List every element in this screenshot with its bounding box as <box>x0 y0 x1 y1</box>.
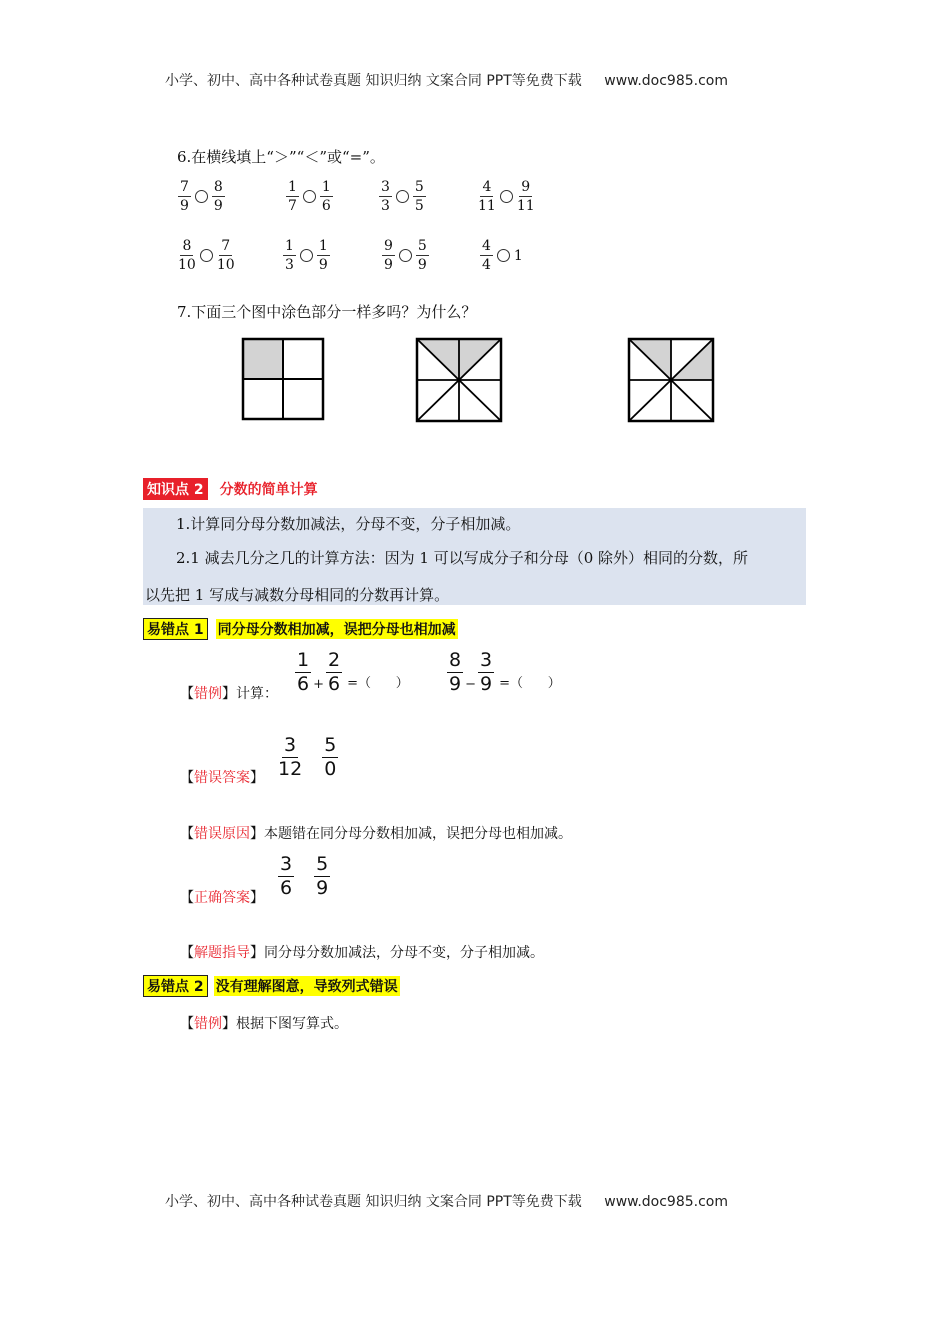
error-point-2-heading <box>143 975 400 997</box>
compare-item: $\frac{3}{3}$ $\frac{5}{5}$ <box>381 179 424 214</box>
answer-circle[interactable] <box>195 190 208 203</box>
figure-square-eighths-b <box>626 336 716 424</box>
page-footer <box>165 1191 728 1211</box>
wrong-reason: 【错误原因】本题错在同分母分数相加减，误把分母也相加减。 <box>180 826 572 842</box>
compare-item: $\frac{1}{7}$ $\frac{1}{6}$ <box>288 179 331 214</box>
answer-circle[interactable] <box>500 190 513 203</box>
error-point-title: 同分母分数相加减，误把分母也相加减 <box>216 619 458 639</box>
knowledge-point-tag: 知识点 2 <box>143 478 208 500</box>
header-text: 小学、初中、高中各种试卷真题 知识归纳 文案合同 PPT等免费下载 <box>165 73 582 89</box>
figure-square-eighths-a <box>414 336 504 424</box>
knowledge-line-1: 1.计算同分母分数加减法，分母不变，分子相加减。 <box>176 515 521 533</box>
wrong-answers: $\frac{3}{12}$ $\frac{5}{0}$ <box>278 734 337 780</box>
error-point-title: 没有理解图意，导致列式错误 <box>214 976 400 996</box>
error-point-tag: 易错点 1 <box>143 618 208 640</box>
answer-circle[interactable] <box>300 249 313 262</box>
footer-url: www.doc985.com <box>604 1194 728 1210</box>
page-header <box>165 70 728 90</box>
wrong-answer-label: 【错误答案】 <box>180 770 264 786</box>
knowledge-point-heading <box>143 478 318 500</box>
compare-item: $\frac{4}{11}$ $\frac{9}{11}$ <box>478 179 535 214</box>
compare-item: $\frac{4}{4}$ 1 <box>482 238 523 273</box>
knowledge-line-3: 以先把 1 写成与减数分母相同的分数再计算。 <box>145 586 450 604</box>
error-example-2: 【错例】根据下图写算式。 <box>180 1016 348 1032</box>
correct-answers: $\frac{3}{6}$ $\frac{5}{9}$ <box>280 853 329 899</box>
answer-circle[interactable] <box>200 249 213 262</box>
compare-item: $\frac{8}{10}$ $\frac{7}{10}$ <box>178 238 235 273</box>
header-url: www.doc985.com <box>604 73 728 89</box>
answer-circle[interactable] <box>497 249 510 262</box>
correct-answer-label: 【正确答案】 <box>180 890 264 906</box>
answer-circle[interactable] <box>303 190 316 203</box>
compare-item: $\frac{7}{9}$ $\frac{8}{9}$ <box>180 179 223 214</box>
knowledge-point-title: 分数的简单计算 <box>219 482 318 498</box>
error-example-label: 【错例】计算： <box>180 686 278 702</box>
shaded-quarter <box>243 339 283 379</box>
question-7-title: 7.下面三个图中涂色部分一样多吗？为什么？ <box>177 303 477 321</box>
footer-text: 小学、初中、高中各种试卷真题 知识归纳 文案合同 PPT等免费下载 <box>165 1194 582 1210</box>
compare-item: $\frac{1}{3}$ $\frac{1}{9}$ <box>285 238 328 273</box>
answer-circle[interactable] <box>396 190 409 203</box>
answer-circle[interactable] <box>399 249 412 262</box>
example-expression-1: $\frac{1}{6}$ + $\frac{2}{6}$ =（ ） <box>297 649 409 695</box>
figure-square-quarters <box>240 336 326 422</box>
compare-item: $\frac{9}{9}$ $\frac{5}{9}$ <box>384 238 427 273</box>
error-point-1-heading <box>143 618 458 640</box>
knowledge-line-2: 2.1 减去几分之几的计算方法：因为 1 可以写成分子和分母（0 除外）相同的分数，所 <box>176 549 749 567</box>
solution-guide: 【解题指导】同分母分数加减法，分母不变，分子相加减。 <box>180 945 544 961</box>
question-6-title: 6.在横线填上“＞”“＜”或“=”。 <box>177 148 385 166</box>
example-expression-2: $\frac{8}{9}$ − $\frac{3}{9}$ =（ ） <box>449 649 561 695</box>
error-point-tag: 易错点 2 <box>143 975 208 997</box>
